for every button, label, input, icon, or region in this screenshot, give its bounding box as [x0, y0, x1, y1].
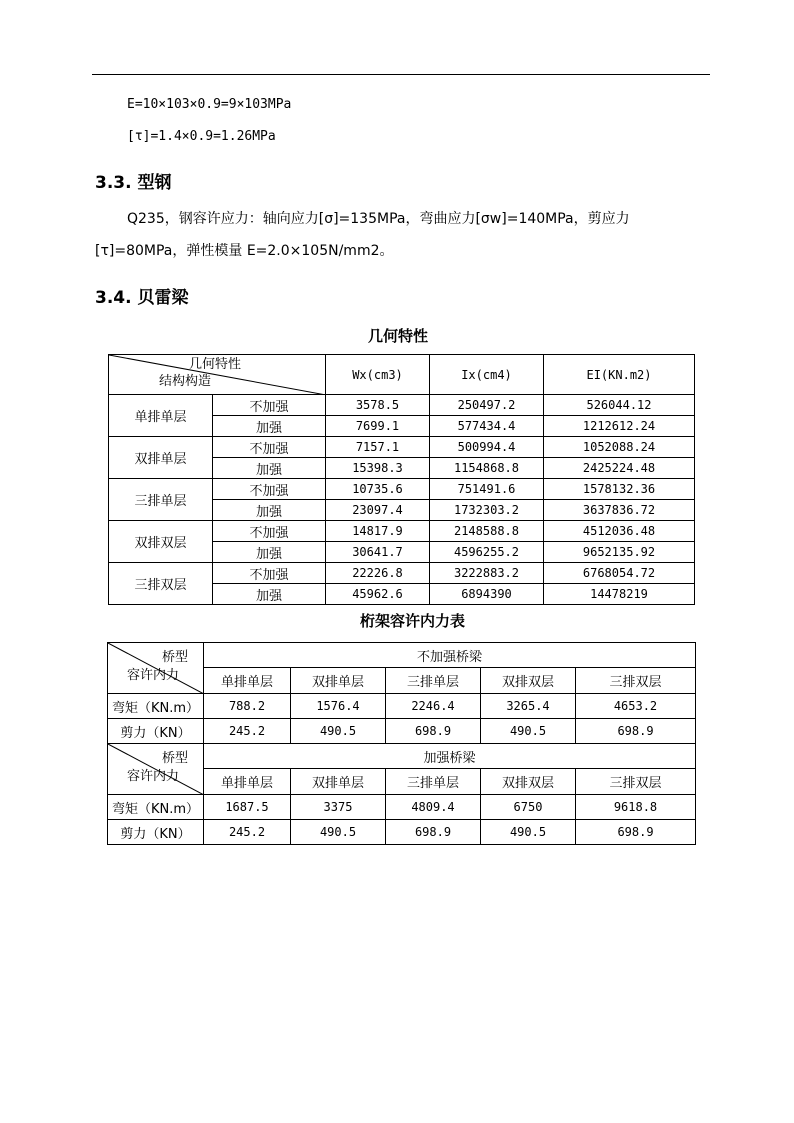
shear-value: 698.9: [386, 820, 481, 845]
cell-ix: 3222883.2: [430, 563, 544, 584]
cell-ix: 4596255.2: [430, 542, 544, 563]
header-ix: Ix(cm4): [430, 355, 544, 395]
moment-value: 1687.5: [204, 795, 291, 820]
cell-ei: 9652135.92: [544, 542, 695, 563]
sub-type: 加强: [213, 458, 326, 479]
cell-ix: 250497.2: [430, 395, 544, 416]
force-diagonal-header: [108, 643, 204, 694]
cell-wx: 23097.4: [326, 500, 430, 521]
sub-type: 加强: [213, 500, 326, 521]
cell-ei: 14478219: [544, 584, 695, 605]
sub-type: 加强: [213, 584, 326, 605]
diag-bottom-label: 结构构造: [159, 374, 212, 389]
cell-ix: 577434.4: [430, 416, 544, 437]
diag-top-label: 桥型: [162, 751, 189, 766]
header-rule: [92, 74, 710, 75]
cell-wx: 7699.1: [326, 416, 430, 437]
cell-wx: 10735.6: [326, 479, 430, 500]
group-name: 双排单层: [109, 437, 213, 479]
shear-value: 698.9: [386, 719, 481, 744]
sub-type: 不加强: [213, 395, 326, 416]
steel-paragraph-line2: [τ]=80MPa，弹性模量 E=2.0×105N/mm2。: [95, 243, 394, 259]
cell-wx: 3578.5: [326, 395, 430, 416]
cell-ix: 1732303.2: [430, 500, 544, 521]
section-heading-3-3: 3.3. 型钢: [95, 173, 172, 193]
geometry-table-caption: 几何特性: [368, 327, 429, 345]
moment-value: 788.2: [204, 694, 291, 719]
steel-paragraph-line1: Q235，钢容许应力：轴向应力[σ]=135MPa，弯曲应力[σw]=140MPa，剪应力: [127, 211, 630, 227]
diag-bottom-label: 容许内力: [127, 769, 180, 784]
sub-type: 不加强: [213, 437, 326, 458]
section-title: 不加强桥梁: [204, 643, 696, 668]
type-header: 三排双层: [576, 668, 696, 694]
section-heading-3-4: 3.4. 贝雷梁: [95, 288, 189, 308]
moment-value: 4809.4: [386, 795, 481, 820]
cell-wx: 15398.3: [326, 458, 430, 479]
cell-ix: 751491.6: [430, 479, 544, 500]
type-header: 三排单层: [386, 769, 481, 795]
section-title: 加强桥梁: [204, 744, 696, 769]
cell-wx: 45962.6: [326, 584, 430, 605]
cell-ei: 2425224.48: [544, 458, 695, 479]
cell-ei: 526044.12: [544, 395, 695, 416]
group-name: 单排单层: [109, 395, 213, 437]
formula-e: E=10×103×0.9=9×103MPa: [127, 97, 292, 112]
shear-value: 245.2: [204, 719, 291, 744]
type-header: 三排双层: [576, 769, 696, 795]
sub-type: 不加强: [213, 521, 326, 542]
cell-wx: 30641.7: [326, 542, 430, 563]
cell-wx: 7157.1: [326, 437, 430, 458]
geometry-diagonal-header: [109, 355, 326, 395]
shear-value: 490.5: [481, 719, 576, 744]
cell-ei: 1052088.24: [544, 437, 695, 458]
type-header: 单排单层: [204, 668, 291, 694]
cell-ei: 1212612.24: [544, 416, 695, 437]
moment-value: 2246.4: [386, 694, 481, 719]
sub-type: 加强: [213, 416, 326, 437]
sub-type: 不加强: [213, 479, 326, 500]
cell-ei: 3637836.72: [544, 500, 695, 521]
type-header: 双排单层: [291, 668, 386, 694]
cell-ix: 1154868.8: [430, 458, 544, 479]
shear-value: 698.9: [576, 719, 696, 744]
cell-ei: 1578132.36: [544, 479, 695, 500]
sub-type: 加强: [213, 542, 326, 563]
header-ei: EI(KN.m2): [544, 355, 695, 395]
shear-value: 698.9: [576, 820, 696, 845]
type-header: 双排双层: [481, 668, 576, 694]
moment-value: 3265.4: [481, 694, 576, 719]
type-header: 三排单层: [386, 668, 481, 694]
force-table-caption: 桁架容许内力表: [360, 612, 466, 630]
geometry-table: [108, 354, 695, 605]
moment-value: 4653.2: [576, 694, 696, 719]
force-diagonal-header: [108, 744, 204, 795]
cell-wx: 22226.8: [326, 563, 430, 584]
moment-value: 6750: [481, 795, 576, 820]
force-table: [107, 642, 696, 845]
moment-value: 9618.8: [576, 795, 696, 820]
shear-label: 剪力（KN）: [108, 719, 204, 744]
shear-value: 490.5: [291, 719, 386, 744]
moment-value: 3375: [291, 795, 386, 820]
cell-ei: 4512036.48: [544, 521, 695, 542]
header-wx: Wx(cm3): [326, 355, 430, 395]
moment-label: 弯矩（KN.m）: [108, 694, 204, 719]
diag-bottom-label: 容许内力: [127, 668, 180, 683]
type-header: 双排单层: [291, 769, 386, 795]
sub-type: 不加强: [213, 563, 326, 584]
shear-value: 490.5: [481, 820, 576, 845]
diag-top-label: 桥型: [162, 650, 189, 665]
group-name: 三排单层: [109, 479, 213, 521]
group-name: 双排双层: [109, 521, 213, 563]
cell-ix: 500994.4: [430, 437, 544, 458]
shear-value: 245.2: [204, 820, 291, 845]
moment-value: 1576.4: [291, 694, 386, 719]
cell-wx: 14817.9: [326, 521, 430, 542]
shear-value: 490.5: [291, 820, 386, 845]
shear-label: 剪力（KN）: [108, 820, 204, 845]
diag-top-label: 几何特性: [189, 357, 242, 372]
formula-tau: [τ]=1.4×0.9=1.26MPa: [127, 129, 276, 144]
type-header: 双排双层: [481, 769, 576, 795]
cell-ei: 6768054.72: [544, 563, 695, 584]
cell-ix: 2148588.8: [430, 521, 544, 542]
moment-label: 弯矩（KN.m）: [108, 795, 204, 820]
type-header: 单排单层: [204, 769, 291, 795]
group-name: 三排双层: [109, 563, 213, 605]
cell-ix: 6894390: [430, 584, 544, 605]
